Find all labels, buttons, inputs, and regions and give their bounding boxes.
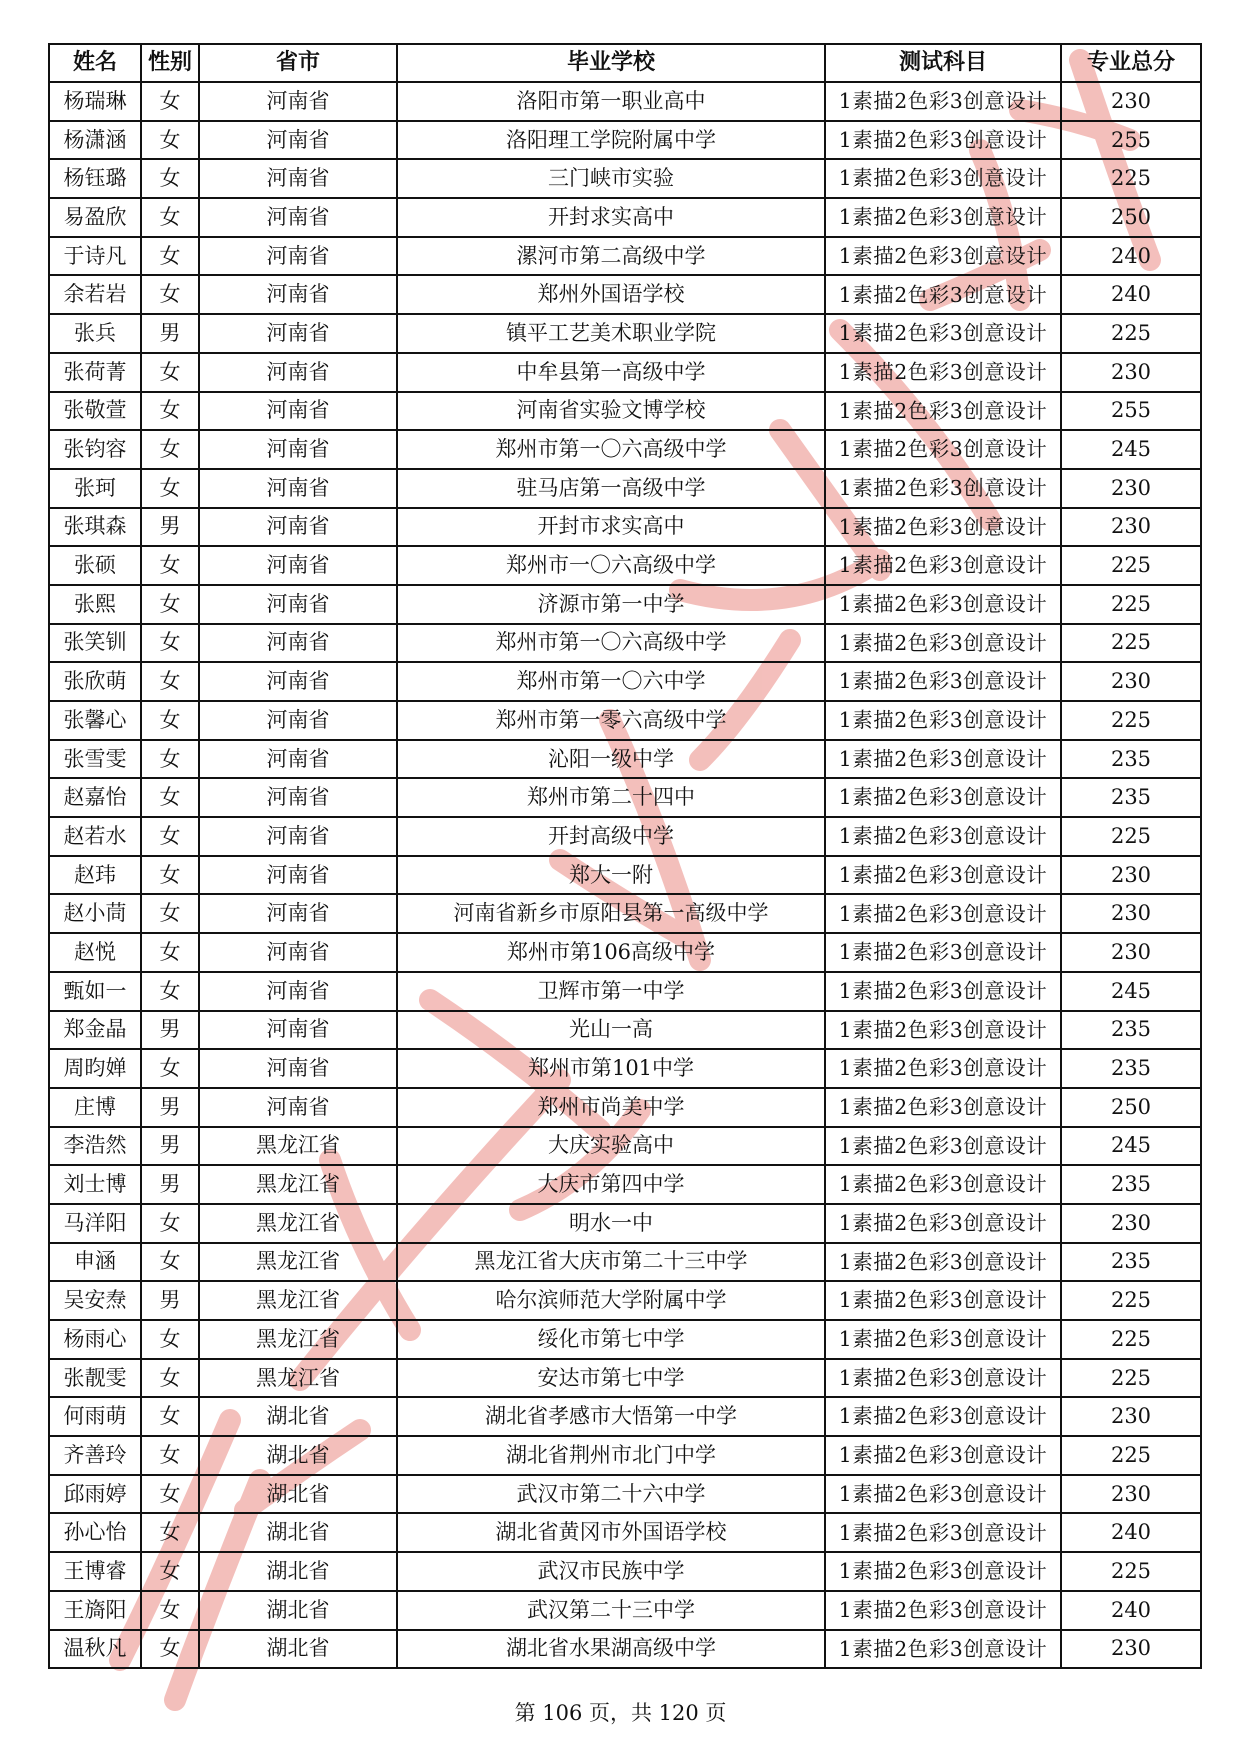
header-name: 姓名 [49,44,141,82]
cell-total-score: 230 [1061,1475,1201,1514]
cell-gender: 女 [141,817,199,856]
cell-total-score: 225 [1061,1436,1201,1475]
cell-gender: 女 [141,275,199,314]
cell-school: 湖北省荆州市北门中学 [397,1436,825,1475]
cell-gender: 女 [141,624,199,663]
cell-subject: 1素描2色彩3创意设计 [825,82,1061,121]
table-body [49,82,1201,1668]
table-row [49,778,1201,817]
score-table [48,43,1202,1669]
cell-name: 王博睿 [49,1552,141,1591]
cell-subject: 1素描2色彩3创意设计 [825,392,1061,431]
cell-subject: 1素描2色彩3创意设计 [825,237,1061,276]
cell-name: 张钧容 [49,430,141,469]
cell-gender: 男 [141,1127,199,1166]
table-row [49,1397,1201,1436]
cell-gender: 女 [141,585,199,624]
cell-gender: 女 [141,933,199,972]
cell-province: 河南省 [199,198,397,237]
cell-gender: 男 [141,1088,199,1127]
cell-name: 张珂 [49,469,141,508]
cell-province: 河南省 [199,1011,397,1050]
cell-subject: 1素描2色彩3创意设计 [825,1243,1061,1282]
cell-gender: 女 [141,1397,199,1436]
header-subject: 测试科目 [825,44,1061,82]
cell-province: 湖北省 [199,1513,397,1552]
cell-province: 黑龙江省 [199,1204,397,1243]
cell-gender: 女 [141,159,199,198]
cell-school: 驻马店第一高级中学 [397,469,825,508]
cell-name: 李浩然 [49,1127,141,1166]
cell-total-score: 235 [1061,1049,1201,1088]
cell-province: 河南省 [199,430,397,469]
table-row [49,1049,1201,1088]
cell-gender: 女 [141,1552,199,1591]
cell-subject: 1素描2色彩3创意设计 [825,1397,1061,1436]
cell-gender: 女 [141,972,199,1011]
cell-province: 河南省 [199,817,397,856]
cell-province: 湖北省 [199,1436,397,1475]
table-row [49,1011,1201,1050]
table-row [49,469,1201,508]
cell-province: 河南省 [199,1088,397,1127]
cell-total-score: 240 [1061,1513,1201,1552]
cell-subject: 1素描2色彩3创意设计 [825,894,1061,933]
cell-school: 济源市第一中学 [397,585,825,624]
table-row [49,933,1201,972]
cell-school: 郑州市尚美中学 [397,1088,825,1127]
table-row [49,430,1201,469]
table-row [49,1513,1201,1552]
cell-name: 王旖阳 [49,1591,141,1630]
cell-total-score: 235 [1061,740,1201,779]
table-row [49,82,1201,121]
cell-school: 武汉市民族中学 [397,1552,825,1591]
table-row [49,392,1201,431]
cell-total-score: 230 [1061,469,1201,508]
cell-school: 开封市求实高中 [397,508,825,547]
cell-province: 河南省 [199,662,397,701]
cell-gender: 女 [141,1630,199,1669]
cell-province: 河南省 [199,237,397,276]
cell-total-score: 225 [1061,585,1201,624]
table-row [49,1243,1201,1282]
cell-total-score: 225 [1061,1281,1201,1320]
cell-name: 甄如一 [49,972,141,1011]
cell-subject: 1素描2色彩3创意设计 [825,1630,1061,1669]
header-school: 毕业学校 [397,44,825,82]
cell-province: 河南省 [199,894,397,933]
cell-school: 明水一中 [397,1204,825,1243]
cell-school: 三门峡市实验 [397,159,825,198]
cell-school: 郑州市一〇六高级中学 [397,546,825,585]
cell-subject: 1素描2色彩3创意设计 [825,159,1061,198]
cell-school: 河南省新乡市原阳县第一高级中学 [397,894,825,933]
cell-school: 大庆市第四中学 [397,1165,825,1204]
cell-total-score: 225 [1061,701,1201,740]
cell-name: 余若岩 [49,275,141,314]
cell-gender: 女 [141,1436,199,1475]
header-gender: 性别 [141,44,199,82]
cell-province: 河南省 [199,275,397,314]
cell-name: 赵嘉怡 [49,778,141,817]
cell-province: 河南省 [199,159,397,198]
table-row [49,121,1201,160]
cell-school: 黑龙江省大庆市第二十三中学 [397,1243,825,1282]
table-header-row [49,44,1201,82]
cell-total-score: 230 [1061,933,1201,972]
table-row [49,1475,1201,1514]
cell-name: 张馨心 [49,701,141,740]
cell-name: 易盈欣 [49,198,141,237]
cell-school: 郑州市第一零六高级中学 [397,701,825,740]
cell-gender: 女 [141,198,199,237]
cell-province: 湖北省 [199,1397,397,1436]
table-row [49,701,1201,740]
cell-total-score: 240 [1061,237,1201,276]
cell-total-score: 245 [1061,430,1201,469]
cell-subject: 1素描2色彩3创意设计 [825,662,1061,701]
cell-gender: 女 [141,1204,199,1243]
cell-total-score: 230 [1061,353,1201,392]
cell-subject: 1素描2色彩3创意设计 [825,817,1061,856]
cell-subject: 1素描2色彩3创意设计 [825,1475,1061,1514]
cell-total-score: 225 [1061,624,1201,663]
cell-school: 沁阳一级中学 [397,740,825,779]
cell-school: 中牟县第一高级中学 [397,353,825,392]
table-row [49,1320,1201,1359]
cell-province: 河南省 [199,740,397,779]
table-row [49,972,1201,1011]
cell-gender: 男 [141,1011,199,1050]
cell-gender: 男 [141,508,199,547]
cell-school: 湖北省孝感市大悟第一中学 [397,1397,825,1436]
cell-gender: 女 [141,1475,199,1514]
cell-gender: 女 [141,1243,199,1282]
cell-school: 卫辉市第一中学 [397,972,825,1011]
cell-subject: 1素描2色彩3创意设计 [825,740,1061,779]
cell-gender: 女 [141,856,199,895]
cell-subject: 1素描2色彩3创意设计 [825,1359,1061,1398]
cell-gender: 女 [141,1049,199,1088]
cell-subject: 1素描2色彩3创意设计 [825,430,1061,469]
cell-gender: 女 [141,546,199,585]
cell-total-score: 240 [1061,275,1201,314]
cell-name: 张靓雯 [49,1359,141,1398]
cell-name: 张熙 [49,585,141,624]
cell-province: 黑龙江省 [199,1281,397,1320]
cell-total-score: 255 [1061,392,1201,431]
cell-total-score: 225 [1061,314,1201,353]
cell-school: 湖北省水果湖高级中学 [397,1630,825,1669]
table-row [49,1204,1201,1243]
cell-province: 河南省 [199,508,397,547]
cell-province: 河南省 [199,121,397,160]
cell-subject: 1素描2色彩3创意设计 [825,1552,1061,1591]
cell-subject: 1素描2色彩3创意设计 [825,546,1061,585]
cell-subject: 1素描2色彩3创意设计 [825,1591,1061,1630]
table-row [49,237,1201,276]
cell-subject: 1素描2色彩3创意设计 [825,275,1061,314]
cell-subject: 1素描2色彩3创意设计 [825,469,1061,508]
table-row [49,1436,1201,1475]
cell-province: 河南省 [199,585,397,624]
cell-total-score: 240 [1061,1591,1201,1630]
cell-province: 湖北省 [199,1475,397,1514]
cell-subject: 1素描2色彩3创意设计 [825,198,1061,237]
cell-province: 黑龙江省 [199,1359,397,1398]
table-row [49,662,1201,701]
cell-name: 赵小茼 [49,894,141,933]
cell-gender: 男 [141,1165,199,1204]
cell-school: 郑州市第一〇六中学 [397,662,825,701]
cell-school: 郑州市第一〇六高级中学 [397,624,825,663]
cell-province: 河南省 [199,353,397,392]
table-row [49,585,1201,624]
cell-subject: 1素描2色彩3创意设计 [825,121,1061,160]
cell-subject: 1素描2色彩3创意设计 [825,1281,1061,1320]
page-footer: 第 106 页，共 120 页 [514,1701,727,1725]
header-total-score: 专业总分 [1061,44,1201,82]
cell-province: 黑龙江省 [199,1320,397,1359]
cell-subject: 1素描2色彩3创意设计 [825,856,1061,895]
cell-province: 黑龙江省 [199,1243,397,1282]
cell-total-score: 230 [1061,1397,1201,1436]
cell-name: 何雨萌 [49,1397,141,1436]
cell-province: 河南省 [199,1049,397,1088]
cell-province: 湖北省 [199,1630,397,1669]
cell-subject: 1素描2色彩3创意设计 [825,1011,1061,1050]
cell-school: 湖北省黄冈市外国语学校 [397,1513,825,1552]
cell-gender: 女 [141,469,199,508]
table-row [49,275,1201,314]
cell-school: 郑州市第106高级中学 [397,933,825,972]
cell-province: 湖北省 [199,1552,397,1591]
cell-name: 刘士博 [49,1165,141,1204]
cell-school: 郑州市第一〇六高级中学 [397,430,825,469]
cell-name: 邱雨婷 [49,1475,141,1514]
cell-name: 张笑钏 [49,624,141,663]
cell-total-score: 250 [1061,198,1201,237]
cell-name: 张兵 [49,314,141,353]
cell-name: 赵若水 [49,817,141,856]
cell-province: 河南省 [199,933,397,972]
table-row [49,1088,1201,1127]
cell-school: 光山一高 [397,1011,825,1050]
cell-total-score: 235 [1061,1243,1201,1282]
cell-gender: 男 [141,314,199,353]
cell-total-score: 230 [1061,1630,1201,1669]
cell-school: 开封求实高中 [397,198,825,237]
cell-name: 马洋阳 [49,1204,141,1243]
cell-total-score: 255 [1061,121,1201,160]
cell-school: 哈尔滨师范大学附属中学 [397,1281,825,1320]
cell-school: 绥化市第七中学 [397,1320,825,1359]
cell-name: 孙心怡 [49,1513,141,1552]
cell-total-score: 235 [1061,1011,1201,1050]
cell-school: 开封高级中学 [397,817,825,856]
cell-total-score: 230 [1061,894,1201,933]
cell-province: 河南省 [199,856,397,895]
table-row [49,1127,1201,1166]
cell-subject: 1素描2色彩3创意设计 [825,933,1061,972]
cell-subject: 1素描2色彩3创意设计 [825,1127,1061,1166]
table-row [49,198,1201,237]
cell-gender: 男 [141,1281,199,1320]
table-row [49,817,1201,856]
cell-school: 漯河市第二高级中学 [397,237,825,276]
cell-subject: 1素描2色彩3创意设计 [825,1088,1061,1127]
table-row [49,894,1201,933]
cell-total-score: 245 [1061,1127,1201,1166]
cell-school: 郑大一附 [397,856,825,895]
cell-total-score: 230 [1061,508,1201,547]
cell-gender: 女 [141,894,199,933]
table-row [49,546,1201,585]
cell-school: 郑州外国语学校 [397,275,825,314]
cell-subject: 1素描2色彩3创意设计 [825,585,1061,624]
cell-gender: 女 [141,740,199,779]
cell-subject: 1素描2色彩3创意设计 [825,778,1061,817]
cell-school: 洛阳理工学院附属中学 [397,121,825,160]
cell-gender: 女 [141,1359,199,1398]
cell-name: 张欣萌 [49,662,141,701]
table-row [49,1359,1201,1398]
cell-subject: 1素描2色彩3创意设计 [825,1436,1061,1475]
cell-province: 河南省 [199,778,397,817]
table-row [49,159,1201,198]
cell-school: 武汉市第二十六中学 [397,1475,825,1514]
cell-name: 申涵 [49,1243,141,1282]
cell-gender: 女 [141,1513,199,1552]
cell-gender: 女 [141,82,199,121]
cell-name: 张荷菁 [49,353,141,392]
cell-gender: 女 [141,237,199,276]
cell-subject: 1素描2色彩3创意设计 [825,1513,1061,1552]
cell-total-score: 230 [1061,662,1201,701]
cell-province: 河南省 [199,82,397,121]
cell-name: 赵悦 [49,933,141,972]
cell-subject: 1素描2色彩3创意设计 [825,314,1061,353]
table-row [49,1591,1201,1630]
cell-province: 河南省 [199,624,397,663]
cell-province: 河南省 [199,546,397,585]
cell-name: 于诗凡 [49,237,141,276]
cell-name: 庄博 [49,1088,141,1127]
cell-total-score: 225 [1061,1552,1201,1591]
cell-school: 大庆实验高中 [397,1127,825,1166]
cell-province: 河南省 [199,314,397,353]
cell-subject: 1素描2色彩3创意设计 [825,508,1061,547]
cell-name: 杨瑞琳 [49,82,141,121]
cell-subject: 1素描2色彩3创意设计 [825,353,1061,392]
cell-gender: 女 [141,392,199,431]
cell-province: 河南省 [199,392,397,431]
cell-gender: 女 [141,1591,199,1630]
cell-province: 黑龙江省 [199,1127,397,1166]
cell-name: 张硕 [49,546,141,585]
cell-gender: 女 [141,778,199,817]
table-row [49,508,1201,547]
cell-gender: 女 [141,353,199,392]
cell-name: 张雪雯 [49,740,141,779]
cell-name: 杨雨心 [49,1320,141,1359]
cell-subject: 1素描2色彩3创意设计 [825,701,1061,740]
table-row [49,353,1201,392]
cell-name: 齐善玲 [49,1436,141,1475]
cell-school: 郑州市第二十四中 [397,778,825,817]
cell-name: 杨钰璐 [49,159,141,198]
cell-gender: 女 [141,662,199,701]
cell-gender: 女 [141,121,199,160]
cell-total-score: 230 [1061,856,1201,895]
cell-total-score: 225 [1061,546,1201,585]
cell-school: 洛阳市第一职业高中 [397,82,825,121]
cell-gender: 女 [141,1320,199,1359]
cell-name: 温秋凡 [49,1630,141,1669]
cell-total-score: 225 [1061,1359,1201,1398]
cell-name: 吴安焘 [49,1281,141,1320]
cell-total-score: 225 [1061,159,1201,198]
table-row [49,1165,1201,1204]
cell-total-score: 225 [1061,817,1201,856]
cell-province: 河南省 [199,701,397,740]
cell-subject: 1素描2色彩3创意设计 [825,1165,1061,1204]
cell-name: 张琪森 [49,508,141,547]
table-row [49,314,1201,353]
cell-name: 赵玮 [49,856,141,895]
cell-name: 周昀婵 [49,1049,141,1088]
cell-gender: 女 [141,430,199,469]
cell-total-score: 230 [1061,82,1201,121]
table-row [49,1552,1201,1591]
cell-subject: 1素描2色彩3创意设计 [825,1204,1061,1243]
table-row [49,856,1201,895]
cell-name: 张敬萱 [49,392,141,431]
cell-subject: 1素描2色彩3创意设计 [825,1320,1061,1359]
cell-name: 郑金晶 [49,1011,141,1050]
table-row [49,1630,1201,1669]
cell-province: 河南省 [199,469,397,508]
cell-school: 安达市第七中学 [397,1359,825,1398]
cell-province: 湖北省 [199,1591,397,1630]
cell-total-score: 245 [1061,972,1201,1011]
cell-subject: 1素描2色彩3创意设计 [825,1049,1061,1088]
cell-school: 武汉第二十三中学 [397,1591,825,1630]
cell-total-score: 235 [1061,778,1201,817]
cell-school: 镇平工艺美术职业学院 [397,314,825,353]
cell-school: 郑州市第101中学 [397,1049,825,1088]
cell-subject: 1素描2色彩3创意设计 [825,624,1061,663]
cell-total-score: 230 [1061,1204,1201,1243]
cell-province: 黑龙江省 [199,1165,397,1204]
header-province: 省市 [199,44,397,82]
cell-gender: 女 [141,701,199,740]
cell-total-score: 225 [1061,1320,1201,1359]
table-row [49,740,1201,779]
table-row [49,624,1201,663]
cell-province: 河南省 [199,972,397,1011]
table-row [49,1281,1201,1320]
cell-total-score: 250 [1061,1088,1201,1127]
cell-school: 河南省实验文博学校 [397,392,825,431]
cell-total-score: 235 [1061,1165,1201,1204]
cell-name: 杨潇涵 [49,121,141,160]
cell-subject: 1素描2色彩3创意设计 [825,972,1061,1011]
